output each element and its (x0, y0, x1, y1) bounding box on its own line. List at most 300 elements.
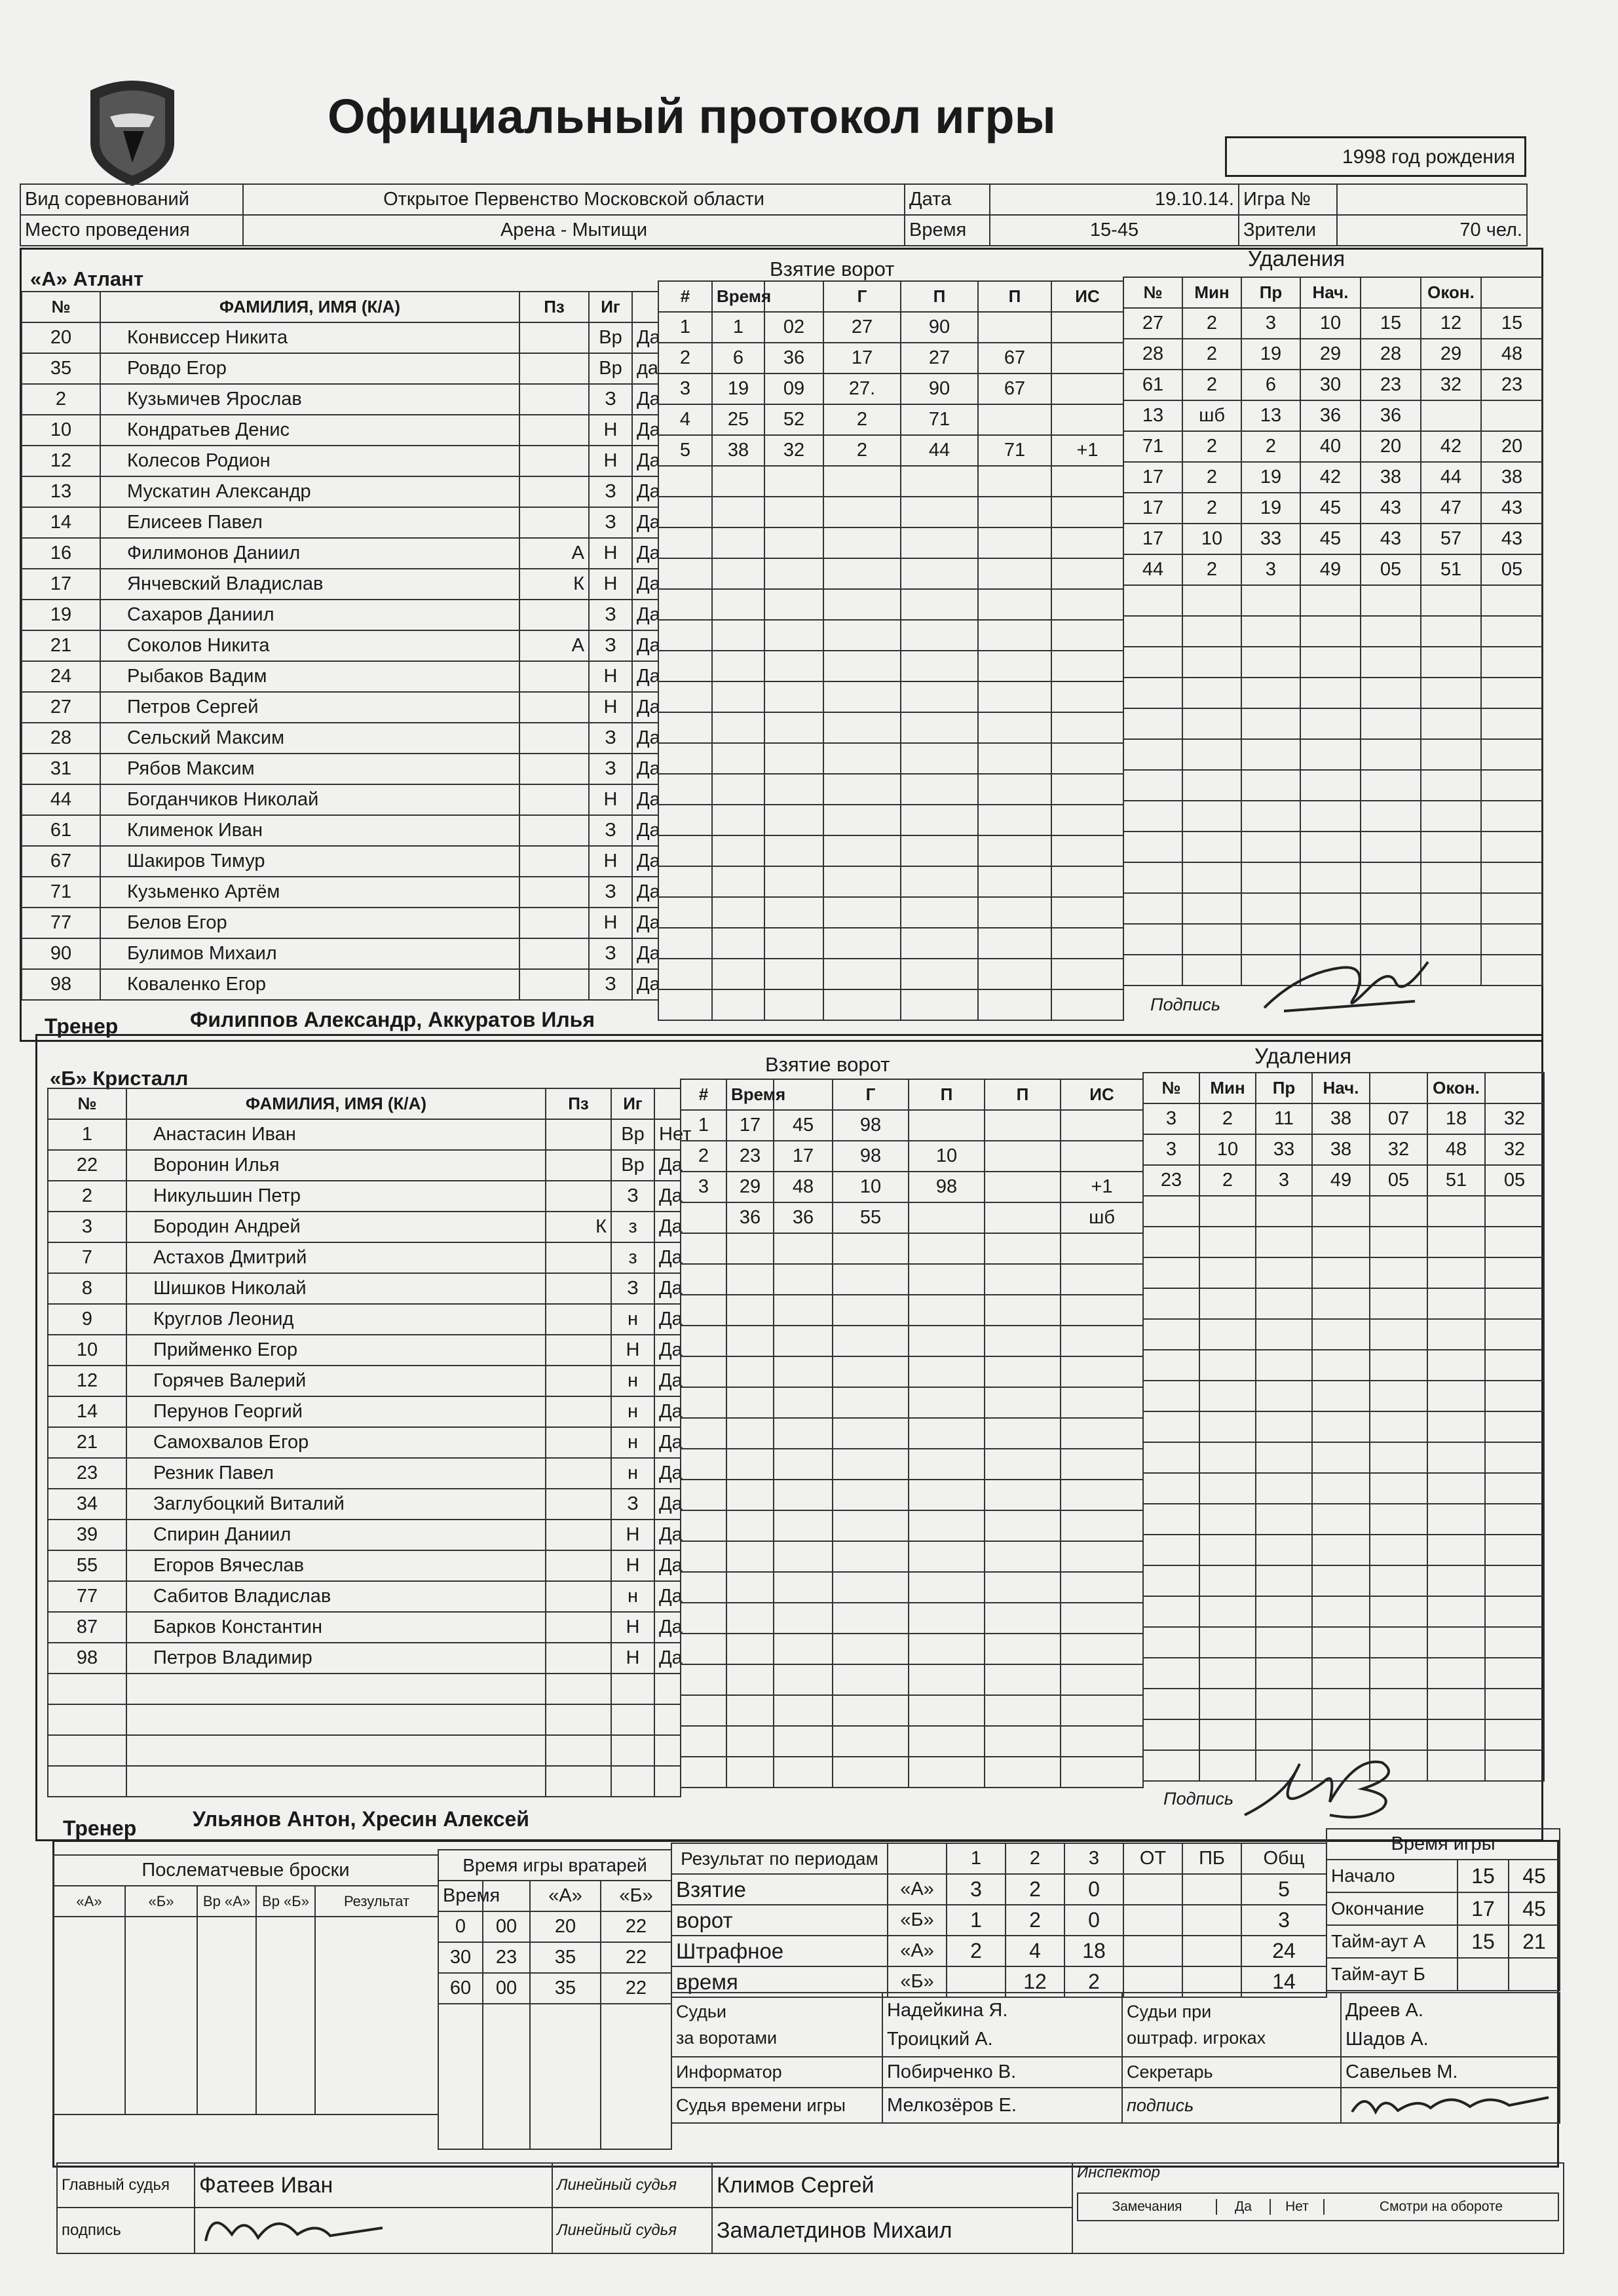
table-row (658, 897, 1123, 928)
goal-cell: 45 (774, 1110, 833, 1141)
goal-cell: 32 (764, 435, 823, 466)
player-played: Да (632, 784, 658, 815)
b-roster-h-pos: Пз (546, 1088, 611, 1119)
player-number: 61 (22, 815, 100, 846)
table-row (48, 1181, 681, 1212)
goal-cell: +1 (1051, 435, 1123, 466)
secretary-sign-label: подпись (1122, 2088, 1341, 2123)
table-row (658, 589, 1123, 620)
team-b-goals-title: Взятие ворот (765, 1053, 890, 1076)
player-number: 10 (48, 1335, 126, 1366)
page-title: Официальный протокол игры (328, 89, 1056, 144)
linesman-1: Климов Сергей (712, 2163, 1072, 2208)
referee-signature (199, 2208, 396, 2248)
player-played: Да (654, 1366, 681, 1396)
table-row (22, 754, 658, 784)
table-row (48, 1242, 681, 1273)
player-played: Да (654, 1273, 681, 1304)
penalty-cell: 2 (1182, 462, 1241, 493)
player-role (519, 476, 589, 507)
table-row (658, 651, 1123, 681)
player-role (546, 1366, 611, 1396)
player-played: Да (632, 384, 658, 415)
table-row (22, 723, 658, 754)
penalty-cell: 49 (1312, 1165, 1370, 1196)
goal-cell: 10 (833, 1172, 909, 1202)
referee-signature-cell (195, 2208, 552, 2253)
b-penalty-header-1: Мин (1199, 1073, 1256, 1103)
penalty-cell: 43 (1481, 524, 1543, 554)
penalty-cell: 43 (1361, 524, 1421, 554)
table-row (681, 1449, 1143, 1480)
penalty-cell: 32 (1485, 1134, 1544, 1165)
table-row (1143, 1535, 1544, 1565)
player-name: Кузьмичев Ярослав (100, 384, 519, 415)
penalty-cell: 38 (1312, 1103, 1370, 1134)
player-played: Да (632, 723, 658, 754)
goal-cell: 36 (774, 1202, 833, 1233)
period-value: 2 (1006, 1905, 1064, 1936)
player-role (519, 908, 589, 938)
penalty-cell: 2 (1199, 1165, 1256, 1196)
player-position: З (589, 600, 632, 630)
goal-cell: 36 (764, 343, 823, 373)
game-time-hour (1458, 1958, 1509, 1991)
period-value: 18 (1064, 1936, 1123, 1966)
penalty-cell: 33 (1241, 524, 1300, 554)
goal-cell: 3 (658, 373, 712, 404)
referee-label: Главный судья (57, 2163, 195, 2208)
table-row (22, 630, 658, 661)
period-value: 12 (1006, 1966, 1064, 1997)
goal-cell (1051, 404, 1123, 435)
player-role (546, 1304, 611, 1335)
player-position: н (611, 1304, 654, 1335)
table-row (1143, 1565, 1544, 1596)
player-name: Янчевский Владислав (100, 569, 519, 600)
player-played: Да (632, 661, 658, 692)
player-played: Да (654, 1520, 681, 1550)
player-position: Вр (611, 1119, 654, 1150)
table-row (681, 1264, 1143, 1295)
player-played: Да (632, 938, 658, 969)
penalty-cell (1421, 400, 1481, 431)
player-position: Вр (611, 1150, 654, 1181)
table-row (1143, 1350, 1544, 1381)
game-time-hour: 15 (1458, 1860, 1509, 1892)
penalty-cell: шб (1182, 400, 1241, 431)
b-penalty-header-2: Пр (1256, 1073, 1312, 1103)
date-value: 19.10.14. (990, 184, 1239, 215)
table-row (1123, 739, 1543, 770)
table-row (1123, 524, 1543, 554)
player-name: Барков Константин (126, 1612, 546, 1643)
table-row (48, 1396, 681, 1427)
player-number: 16 (22, 538, 100, 569)
table-row (48, 1612, 681, 1643)
period-value (1123, 1874, 1182, 1905)
player-number: 20 (22, 322, 100, 353)
table-row (1143, 1134, 1544, 1165)
player-name: Конвиссер Никита (100, 322, 519, 353)
goal-cell: 67 (978, 343, 1051, 373)
goals-label-2: ворот (671, 1905, 888, 1936)
player-played: Да (632, 692, 658, 723)
game-time-label: Окончание (1326, 1892, 1458, 1925)
player-name: Кондратьев Денис (100, 415, 519, 446)
table-row (1123, 647, 1543, 678)
player-played: Да (654, 1304, 681, 1335)
table-row (1143, 1103, 1544, 1134)
player-number: 7 (48, 1242, 126, 1273)
table-row (22, 384, 658, 415)
goal-cell: 6 (712, 343, 764, 373)
table-row (48, 1489, 681, 1520)
table-row (681, 1634, 1143, 1664)
player-played: Да (654, 1612, 681, 1643)
game-time-min (1509, 1958, 1560, 1991)
player-played: Да (632, 630, 658, 661)
player-number: 8 (48, 1273, 126, 1304)
penalty-cell: 29 (1421, 339, 1481, 370)
table-row (658, 774, 1123, 805)
penalty-cell: 30 (1300, 370, 1361, 400)
player-name: Клименок Иван (100, 815, 519, 846)
penalty-cell: 43 (1361, 493, 1421, 524)
table-row (1123, 400, 1543, 431)
table-row (48, 1335, 681, 1366)
player-role (519, 661, 589, 692)
goal-cell: шб (1061, 1202, 1143, 1233)
goal-cell (1061, 1141, 1143, 1172)
table-row (658, 805, 1123, 835)
player-role (519, 723, 589, 754)
player-played: Да (632, 908, 658, 938)
player-position: Н (611, 1643, 654, 1674)
player-name: Мускатин Александр (100, 476, 519, 507)
table-row (1143, 1596, 1544, 1627)
player-played: Да (632, 969, 658, 1000)
goalie-time-cell: 00 (483, 1911, 530, 1942)
penalty-cell: 17 (1123, 462, 1182, 493)
shootout-header-0: «А» (53, 1886, 125, 1917)
a-penalty-header-2: Пр (1241, 277, 1300, 308)
team-b-roster (47, 1088, 692, 1797)
penalty-cell: 44 (1421, 462, 1481, 493)
team-b-penalties (1142, 1072, 1545, 1782)
goal-cell: 4 (658, 404, 712, 435)
goalie-time-header-2: «А» (530, 1881, 601, 1911)
player-name: Анастасин Иван (126, 1119, 546, 1150)
table-row (22, 446, 658, 476)
linesman-label-2: Линейный судья (552, 2208, 712, 2253)
table-row (1143, 1165, 1544, 1196)
player-number: 77 (48, 1581, 126, 1612)
goalie-time-cell: 22 (601, 1911, 671, 1942)
penalty-cell: 15 (1481, 308, 1543, 339)
player-number: 35 (22, 353, 100, 384)
table-row (681, 1695, 1143, 1726)
linesman-label-1: Линейный судья (552, 2163, 712, 2208)
player-role (519, 784, 589, 815)
penalty-cell: 2 (1182, 493, 1241, 524)
goal-cell (978, 404, 1051, 435)
game-value (1337, 184, 1527, 215)
player-role (546, 1581, 611, 1612)
player-name: Прийменко Егор (126, 1335, 546, 1366)
penalty-cell: 48 (1481, 339, 1543, 370)
penalty-cell: 2 (1182, 431, 1241, 462)
spectators-value: 70 чел. (1337, 215, 1527, 246)
player-name: Астахов Дмитрий (126, 1242, 546, 1273)
player-role (546, 1150, 611, 1181)
inspector-cell (1072, 2163, 1564, 2253)
periods-table (671, 1843, 1327, 1998)
game-time-hour: 15 (1458, 1925, 1509, 1958)
a-penalty-header-5: Окон. (1421, 277, 1481, 308)
table-row (658, 527, 1123, 558)
goalie-time-cell: 23 (483, 1942, 530, 1973)
shootout-header-1: «Б» (125, 1886, 197, 1917)
player-name: Воронин Илья (126, 1150, 546, 1181)
player-name: Сельский Максим (100, 723, 519, 754)
table-row (658, 435, 1123, 466)
player-number: 21 (22, 630, 100, 661)
goalie-time-cell: 35 (530, 1942, 601, 1973)
table-row (658, 928, 1123, 959)
goalie-time-header-0: Время (438, 1881, 483, 1911)
table-row (48, 1643, 681, 1674)
player-position: З (589, 877, 632, 908)
table-row (658, 835, 1123, 866)
player-name: Перунов Георгий (126, 1396, 546, 1427)
penalty-cell: 38 (1361, 462, 1421, 493)
remarks-see-back: Смотри на обороте (1323, 2199, 1558, 2215)
table-row (48, 1150, 681, 1181)
table-row (1143, 1257, 1544, 1288)
player-name: Соколов Никита (100, 630, 519, 661)
game-label: Игра № (1239, 184, 1337, 215)
player-number: 12 (48, 1366, 126, 1396)
player-played: Да (632, 754, 658, 784)
penalty-cell: 3 (1143, 1134, 1199, 1165)
player-number: 98 (48, 1643, 126, 1674)
player-played: Да (632, 877, 658, 908)
player-position: Н (611, 1520, 654, 1550)
goal-judge-2: Троицкий А. (887, 2029, 993, 2050)
venue-label: Место проведения (20, 215, 243, 246)
player-position: Н (611, 1335, 654, 1366)
player-position: З (611, 1489, 654, 1520)
table-row (1123, 585, 1543, 616)
goal-cell: 90 (901, 373, 978, 404)
player-number: 17 (22, 569, 100, 600)
goalie-time-cell: 20 (530, 1911, 601, 1942)
penalty-cell: 36 (1361, 400, 1421, 431)
goal-cell (985, 1172, 1061, 1202)
secretary-signature-cell (1341, 2088, 1560, 2123)
b-goal-header-1: Время (726, 1079, 774, 1110)
table-row (22, 877, 658, 908)
goal-cell: +1 (1061, 1172, 1143, 1202)
player-played: Да (632, 600, 658, 630)
player-name: Заглубоцкий Виталий (126, 1489, 546, 1520)
period-value (1182, 1874, 1241, 1905)
period-team: «А» (888, 1874, 947, 1905)
goal-cell: 17 (823, 343, 901, 373)
team-a-coach-label: Тренер (45, 1014, 119, 1038)
linesman-2: Замалетдинов Михаил (712, 2208, 1072, 2253)
table-row (681, 1233, 1143, 1264)
goal-cell: 1 (658, 312, 712, 343)
goal-cell: 23 (726, 1141, 774, 1172)
player-position: Н (589, 692, 632, 723)
penalty-cell: 51 (1421, 554, 1481, 585)
penalty-cell: 2 (1182, 370, 1241, 400)
time-value: 15-45 (990, 215, 1239, 246)
table-row (22, 784, 658, 815)
b-goal-header-0: # (681, 1079, 726, 1110)
table-row (22, 908, 658, 938)
penalty-cell: 61 (1123, 370, 1182, 400)
player-position: Вр (589, 322, 632, 353)
penalty-cell: 45 (1300, 524, 1361, 554)
goal-cell: 36 (726, 1202, 774, 1233)
player-name: Богданчиков Николай (100, 784, 519, 815)
penalty-cell: 32 (1370, 1134, 1427, 1165)
player-number: 55 (48, 1550, 126, 1581)
table-row (681, 1326, 1143, 1356)
player-position: Н (589, 415, 632, 446)
penalty-cell: 19 (1241, 493, 1300, 524)
goalie-time-cell: 0 (438, 1911, 483, 1942)
team-a-penalties (1123, 277, 1543, 986)
table-row (681, 1110, 1143, 1141)
table-row (48, 1581, 681, 1612)
referees-table (56, 2162, 1564, 2254)
table-row (1143, 1627, 1544, 1658)
player-number: 27 (22, 692, 100, 723)
goal-cell (909, 1110, 985, 1141)
table-row (681, 1387, 1143, 1418)
goal-cell: 71 (978, 435, 1051, 466)
table-row (681, 1541, 1143, 1572)
player-played: Да (654, 1335, 681, 1366)
table-row (1143, 1689, 1544, 1719)
goal-cell: 98 (833, 1141, 909, 1172)
penalty-cell: 15 (1361, 308, 1421, 339)
penalty-cell: 43 (1481, 493, 1543, 524)
player-position: Н (589, 908, 632, 938)
player-played: Да (654, 1581, 681, 1612)
player-position: з (611, 1212, 654, 1242)
table-row (681, 1141, 1143, 1172)
player-position: н (611, 1396, 654, 1427)
goalie-time-cell: 22 (601, 1973, 671, 2004)
penalty-cell: 44 (1123, 554, 1182, 585)
secretary: Савельев М. (1341, 2057, 1560, 2088)
goal-cell (985, 1110, 1061, 1141)
goal-cell (985, 1141, 1061, 1172)
period-team: «Б» (888, 1905, 947, 1936)
date-label: Дата (905, 184, 990, 215)
penalty-cell: 28 (1361, 339, 1421, 370)
shootout-header-4: Результат (315, 1886, 438, 1917)
goal-cell: 2 (823, 404, 901, 435)
remarks-label: Замечания (1112, 2199, 1182, 2214)
table-row (1123, 554, 1543, 585)
penalty-judges-label-2: оштраф. игроках (1127, 2028, 1266, 2048)
remarks-no: Нет (1270, 2199, 1323, 2215)
table-row (1143, 1658, 1544, 1689)
player-number: 77 (22, 908, 100, 938)
table-row (48, 1427, 681, 1458)
player-position: З (611, 1273, 654, 1304)
penalty-cell: 2 (1241, 431, 1300, 462)
team-b-coach: Ульянов Антон, Хресин Алексей (193, 1807, 529, 1831)
team-a-goals (658, 280, 1124, 1021)
a-goal-header-1: Время (712, 281, 764, 312)
goal-cell: 98 (909, 1172, 985, 1202)
table-row (658, 681, 1123, 712)
b-penalty-header-5: Окон. (1427, 1073, 1485, 1103)
player-number: 23 (48, 1458, 126, 1489)
period-value: 24 (1241, 1936, 1326, 1966)
penalty-cell: 11 (1256, 1103, 1312, 1134)
remarks-yes: Да (1216, 2199, 1270, 2215)
period-value (1182, 1905, 1241, 1936)
penalty-cell: 10 (1182, 524, 1241, 554)
goal-cell: 1 (712, 312, 764, 343)
player-position: З (589, 384, 632, 415)
team-a-roster (21, 291, 659, 1001)
goalie-time-cell: 00 (483, 1973, 530, 2004)
referee-sign-label: подпись (57, 2208, 195, 2253)
table-row (681, 1172, 1143, 1202)
player-position: З (589, 938, 632, 969)
table-row (1123, 708, 1543, 739)
goalie-time-cell: 60 (438, 1973, 483, 2004)
table-row (22, 569, 658, 600)
period-value (1123, 1936, 1182, 1966)
table-row (48, 1273, 681, 1304)
b-goal-header-5: П (985, 1079, 1061, 1110)
player-role (519, 938, 589, 969)
player-played: Да (632, 322, 658, 353)
penalty-cell: 10 (1199, 1134, 1256, 1165)
player-position: З (589, 723, 632, 754)
a-penalty-header-4 (1361, 277, 1421, 308)
table-row (48, 1212, 681, 1242)
period-col-5: Общ (1241, 1843, 1326, 1874)
goal-cell: 98 (833, 1110, 909, 1141)
player-role (546, 1458, 611, 1489)
b-goal-header-6: ИС (1061, 1079, 1143, 1110)
penalty-cell: 28 (1123, 339, 1182, 370)
player-position: Н (589, 661, 632, 692)
a-goal-header-0: # (658, 281, 712, 312)
player-name: Рябов Максим (100, 754, 519, 784)
player-played: Да (654, 1181, 681, 1212)
goal-cell: 52 (764, 404, 823, 435)
player-role (519, 322, 589, 353)
penalty-cell: 33 (1256, 1134, 1312, 1165)
table-row (22, 322, 658, 353)
penalty-cell: 20 (1481, 431, 1543, 462)
a-penalty-header-0: № (1123, 277, 1182, 308)
goal-cell: 2 (658, 343, 712, 373)
player-number: 87 (48, 1612, 126, 1643)
